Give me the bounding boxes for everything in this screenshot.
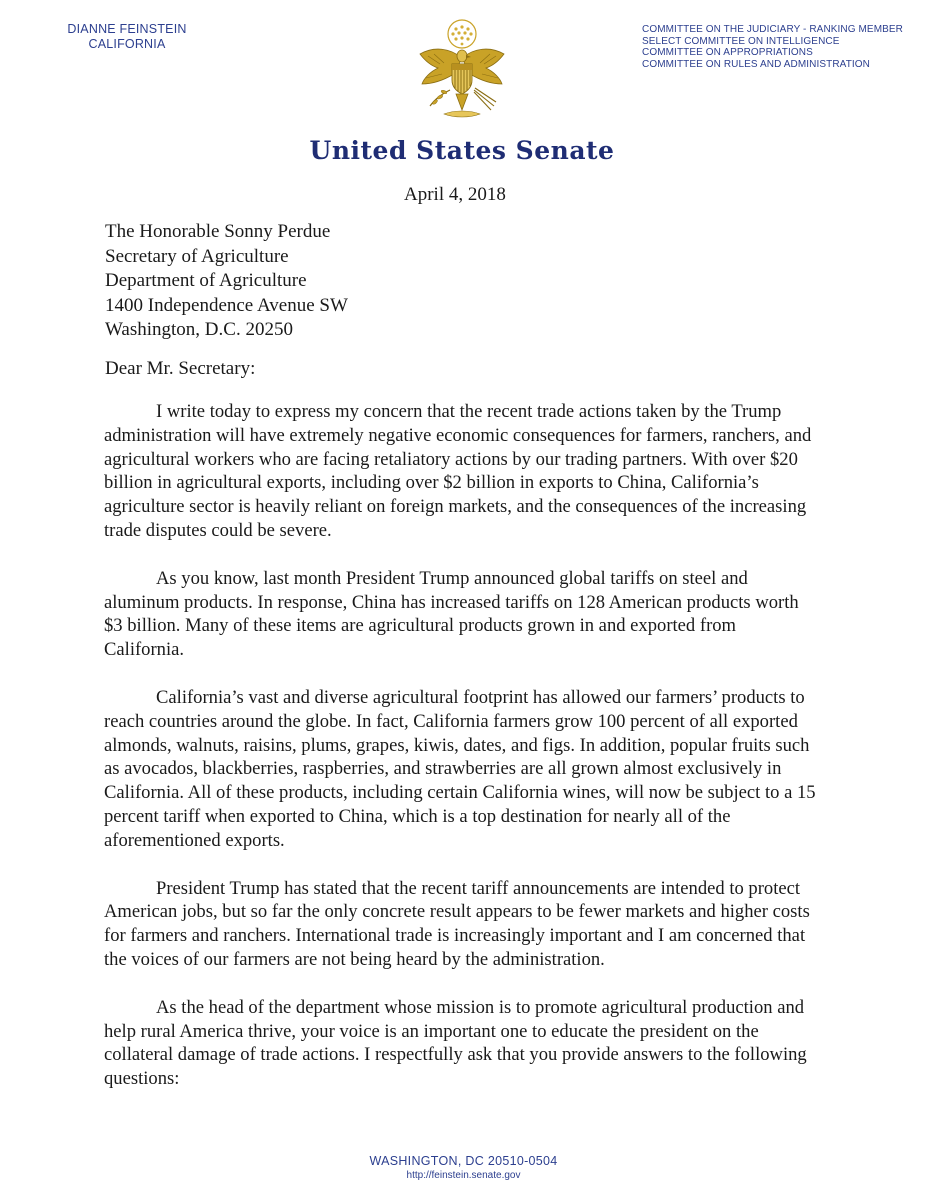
letter-date: April 4, 2018 <box>404 184 506 205</box>
committee-item: SELECT COMMITTEE ON INTELLIGENCE <box>642 35 840 47</box>
committee-item: COMMITTEE ON THE JUDICIARY - RANKING MEMBER <box>642 24 903 35</box>
body-paragraph: As you know, last month President Trump announced global tariffs on steel and aluminum products. In response, China has increased tariffs on 128 American products worth $3 billion. Many of these items are agricultural products grown in and exported from California. <box>104 567 799 661</box>
recipient-address <box>105 220 348 343</box>
footer-address: WASHINGTON, DC 20510-0504 <box>369 1154 558 1168</box>
recipient-line: Secretary of Agriculture <box>105 245 289 267</box>
sender-state: CALIFORNIA <box>88 37 166 51</box>
recipient-line: The Honorable Sonny Perdue <box>105 221 331 242</box>
footer-url[interactable]: http://feinstein.senate.gov <box>406 1170 521 1181</box>
committee-list <box>642 24 912 70</box>
recipient-line: Washington, D.C. 20250 <box>105 319 293 340</box>
great-seal-eagle-icon <box>414 18 510 122</box>
recipient-line: Department of Agriculture <box>105 270 307 291</box>
body-paragraph: President Trump has stated that the recent tariff announcements are intended to protect American jobs, but so far the only concrete result appears to be fewer markets and higher costs for farmers and ranchers. International trade is increasingly important and I am concerned that the voices of our farmers are not being heard by the administration. <box>104 877 810 970</box>
sender-name: DIANNE FEINSTEIN <box>67 22 187 36</box>
body-paragraph: California’s vast and diverse agricultural footprint has allowed our farmers’ products to reach countries around the globe. In fact, California farmers grow 100 percent of all exported almonds, walnuts, raisins, plums, grapes, kiwis, dates, and figs. In addition, popular fruits such as avocados, blackberries, raspberries, and strawberries are all grown almost exclusively in California. All of these products, including certain California wines, will now be subject to a 15 percent tariff when exported to China, which is a top destination for nearly all of the aforementioned exports. <box>104 686 816 851</box>
recipient-line: 1400 Independence Avenue SW <box>105 294 348 316</box>
letter-body <box>104 400 820 1115</box>
committee-item: COMMITTEE ON RULES AND ADMINISTRATION <box>642 58 870 70</box>
committee-item: COMMITTEE ON APPROPRIATIONS <box>642 47 813 58</box>
body-paragraph: I write today to express my concern that the recent trade actions taken by the Trump administration will have extremely negative economic consequences for farmers, ranchers, and agricultural workers who are facing retaliatory actions by our trading partners. With over $20 billion in agricultural exports, including over $2 billion in exports to China, California’s agriculture sector is heavily reliant on foreign markets, and the consequences of the increasing trade disputes could be severe. <box>104 401 812 541</box>
body-paragraph: As the head of the department whose mission is to promote agricultural production and help rural America thrive, your voice is an important one to educate the president on the collateral damage of trade actions. I respectfully ask that you provide answers to the following questions: <box>104 996 807 1090</box>
senate-title: United States Senate <box>309 136 615 165</box>
salutation: Dear Mr. Secretary: <box>105 358 256 379</box>
sender-block <box>52 22 202 52</box>
